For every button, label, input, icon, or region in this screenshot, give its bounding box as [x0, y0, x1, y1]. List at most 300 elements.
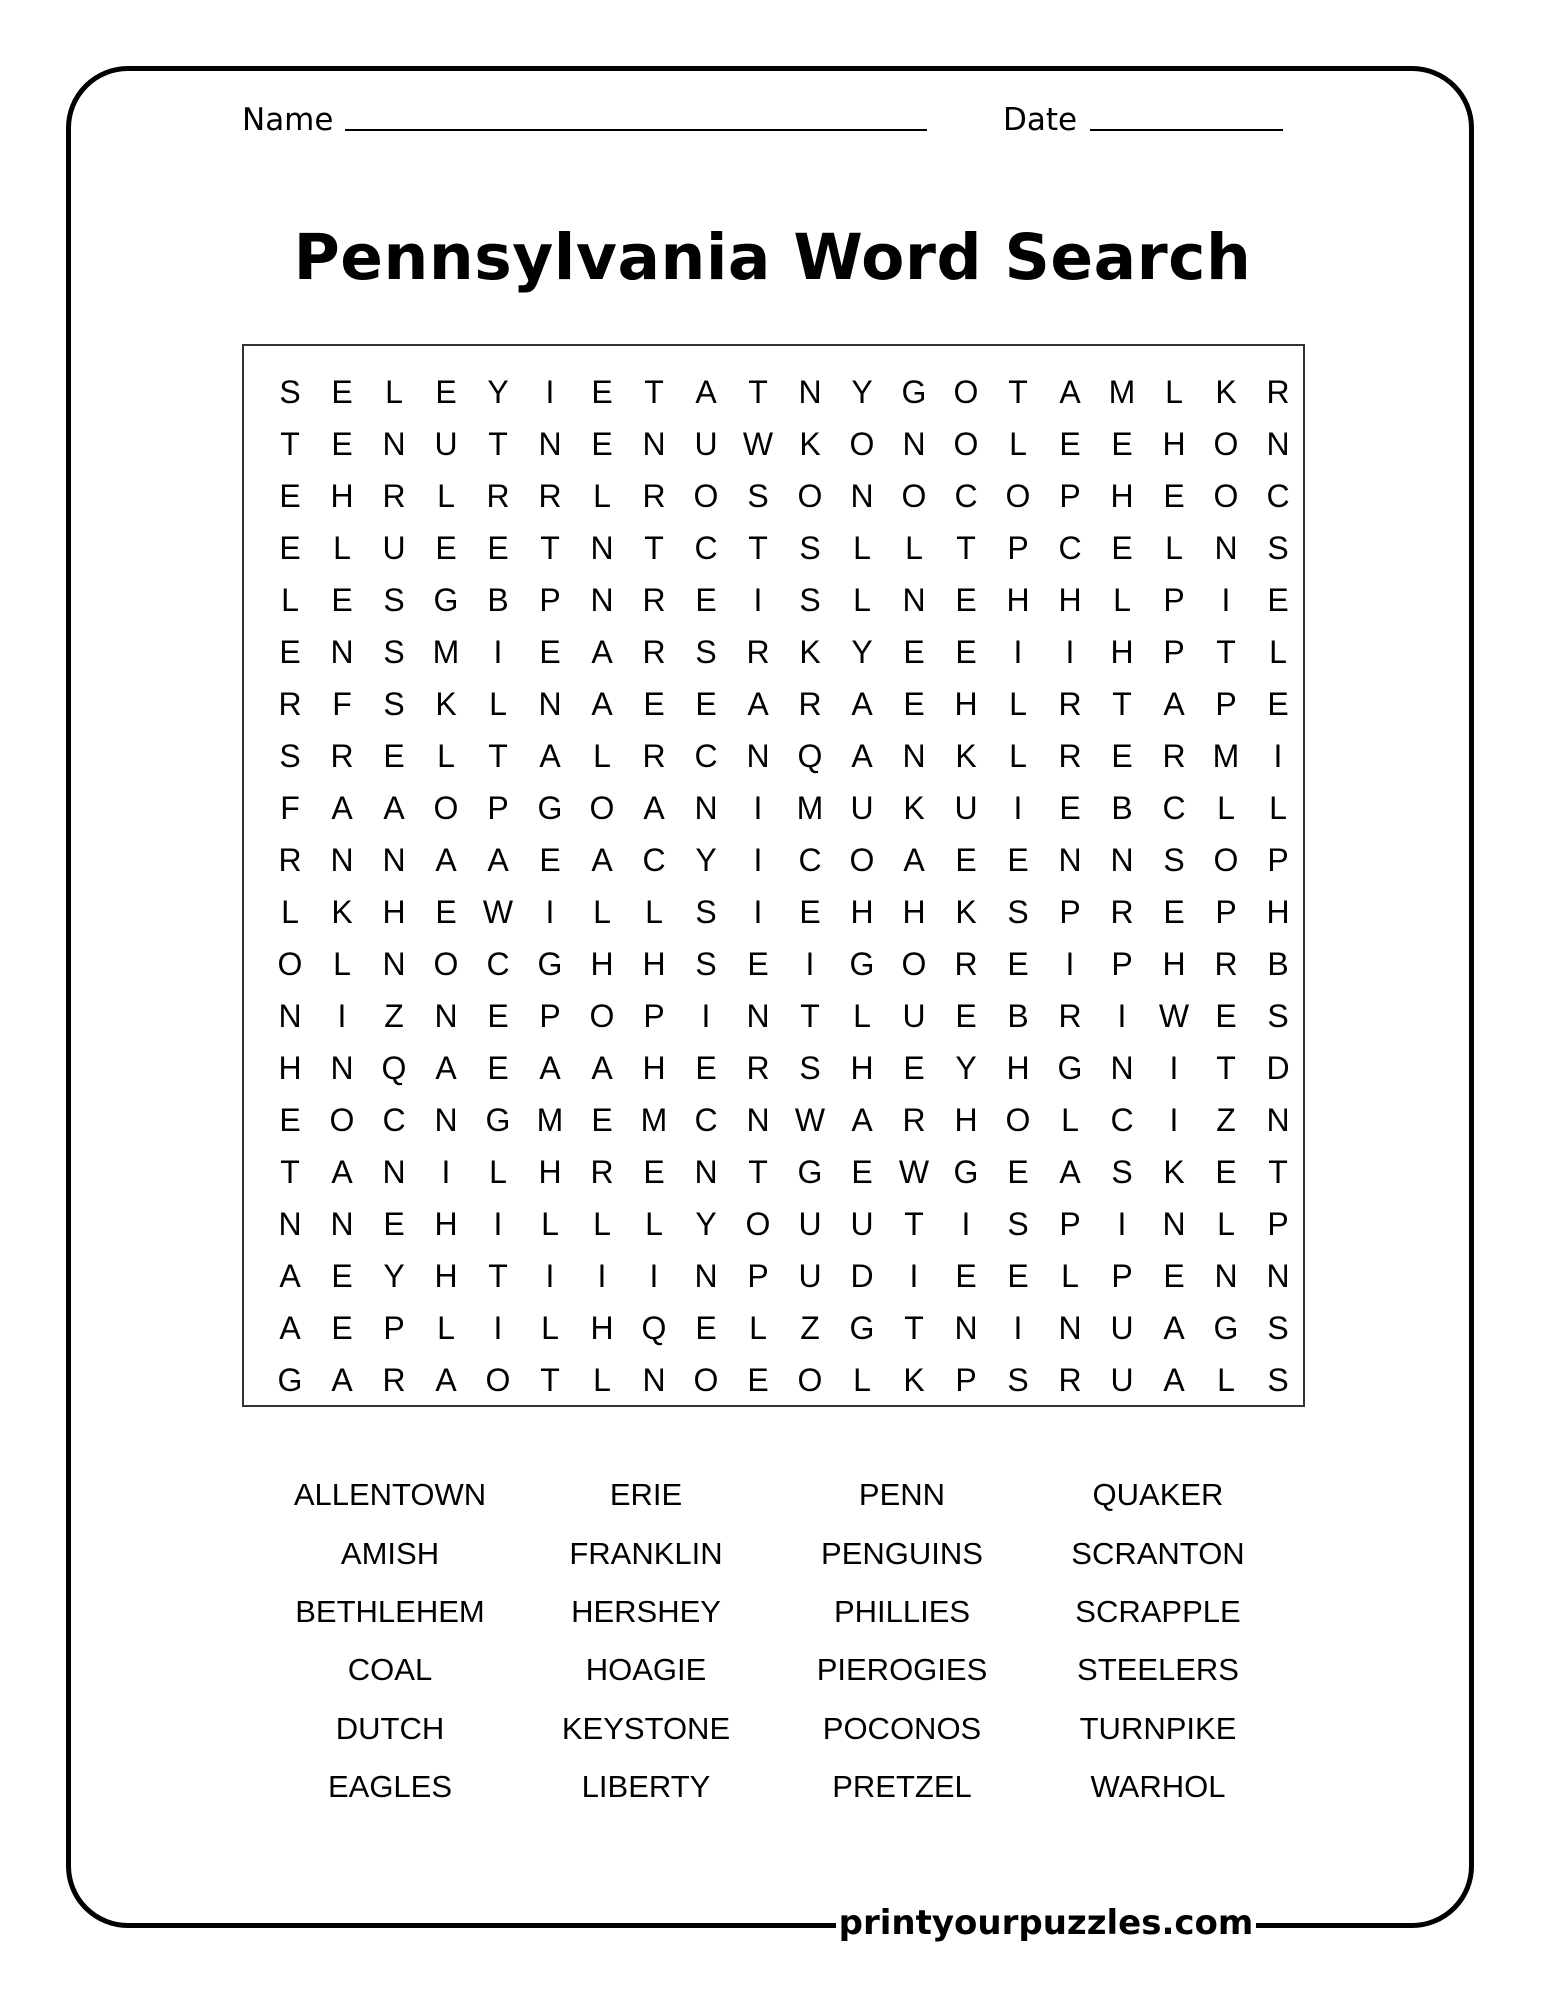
grid-cell[interactable]: I	[493, 1205, 503, 1242]
grid-cell[interactable]: A	[279, 1309, 301, 1346]
grid-cell[interactable]: P	[1267, 841, 1289, 878]
grid-cell[interactable]: M	[1212, 737, 1240, 774]
grid-cell[interactable]: P	[539, 581, 561, 618]
grid-cell[interactable]: R	[330, 737, 354, 774]
grid-cell[interactable]: A	[1163, 1361, 1185, 1398]
grid-cell[interactable]: E	[331, 425, 353, 462]
grid-cell[interactable]: P	[747, 1257, 769, 1294]
grid-cell[interactable]: T	[280, 425, 300, 462]
grid-cell[interactable]: I	[1169, 1049, 1179, 1086]
grid-cell[interactable]: L	[593, 477, 611, 514]
grid-cell[interactable]: T	[540, 1361, 560, 1398]
grid-cell[interactable]: A	[747, 685, 769, 722]
grid-cell[interactable]: L	[437, 477, 455, 514]
grid-cell[interactable]: A	[487, 841, 509, 878]
grid-cell[interactable]: L	[333, 529, 351, 566]
grid-cell[interactable]: I	[493, 633, 503, 670]
grid-cell[interactable]: N	[1266, 1257, 1290, 1294]
grid-cell[interactable]: P	[1059, 893, 1081, 930]
grid-cell[interactable]: Z	[800, 1309, 820, 1346]
grid-cell[interactable]: E	[1111, 529, 1133, 566]
grid-cell[interactable]: T	[904, 1205, 924, 1242]
grid-cell[interactable]: A	[695, 373, 717, 410]
grid-cell[interactable]: R	[902, 1101, 926, 1138]
grid-cell[interactable]: R	[1266, 373, 1290, 410]
grid-cell[interactable]: L	[853, 529, 871, 566]
grid-cell[interactable]: P	[955, 1361, 977, 1398]
grid-cell[interactable]: R	[278, 841, 302, 878]
grid-cell[interactable]: L	[645, 893, 663, 930]
grid-cell[interactable]: D	[850, 1257, 874, 1294]
grid-cell[interactable]: R	[642, 581, 666, 618]
grid-cell[interactable]: A	[643, 789, 665, 826]
grid-cell[interactable]: N	[1214, 529, 1238, 566]
grid-cell[interactable]: C	[694, 737, 718, 774]
grid-cell[interactable]: H	[1006, 581, 1030, 618]
grid-cell[interactable]: L	[385, 373, 403, 410]
grid-cell[interactable]: E	[1163, 1257, 1185, 1294]
grid-cell[interactable]: N	[538, 685, 562, 722]
grid-cell[interactable]: T	[644, 529, 664, 566]
grid-cell[interactable]: I	[1273, 737, 1283, 774]
grid-cell[interactable]: I	[441, 1153, 451, 1190]
grid-cell[interactable]: S	[1267, 1361, 1289, 1398]
grid-cell[interactable]: A	[1163, 1309, 1185, 1346]
grid-cell[interactable]: H	[382, 893, 406, 930]
grid-cell[interactable]: T	[800, 997, 820, 1034]
grid-cell[interactable]: O	[485, 1361, 511, 1398]
grid-cell[interactable]: E	[747, 1361, 769, 1398]
grid-cell[interactable]: G	[953, 1153, 979, 1190]
grid-cell[interactable]: L	[1009, 425, 1027, 462]
grid-cell[interactable]: I	[1065, 945, 1075, 982]
grid-cell[interactable]: H	[278, 1049, 302, 1086]
grid-cell[interactable]: L	[1009, 737, 1027, 774]
grid-cell[interactable]: O	[1005, 1101, 1031, 1138]
grid-cell[interactable]: G	[537, 945, 563, 982]
grid-cell[interactable]: U	[850, 789, 874, 826]
grid-cell[interactable]: W	[742, 425, 774, 462]
grid-cell[interactable]: N	[278, 1205, 302, 1242]
grid-cell[interactable]: H	[590, 1309, 614, 1346]
grid-cell[interactable]: I	[545, 373, 555, 410]
grid-cell[interactable]: I	[753, 893, 763, 930]
grid-cell[interactable]: R	[746, 1049, 770, 1086]
grid-cell[interactable]: T	[748, 373, 768, 410]
grid-cell[interactable]: L	[593, 737, 611, 774]
grid-cell[interactable]: R	[642, 633, 666, 670]
grid-cell[interactable]: N	[694, 789, 718, 826]
grid-cell[interactable]: N	[330, 633, 354, 670]
grid-cell[interactable]: P	[539, 997, 561, 1034]
grid-cell[interactable]: G	[901, 373, 927, 410]
grid-cell[interactable]: I	[753, 789, 763, 826]
grid-cell[interactable]: I	[597, 1257, 607, 1294]
grid-cell[interactable]: K	[955, 737, 977, 774]
grid-cell[interactable]: T	[644, 373, 664, 410]
grid-cell[interactable]: E	[643, 685, 665, 722]
grid-cell[interactable]: W	[898, 1153, 930, 1190]
grid-cell[interactable]: Y	[955, 1049, 977, 1086]
grid-cell[interactable]: I	[701, 997, 711, 1034]
grid-cell[interactable]: N	[798, 373, 822, 410]
grid-cell[interactable]: N	[1058, 841, 1082, 878]
grid-cell[interactable]: N	[382, 425, 406, 462]
grid-cell[interactable]: U	[434, 425, 458, 462]
grid-cell[interactable]: C	[1058, 529, 1082, 566]
grid-cell[interactable]: E	[1215, 1153, 1237, 1190]
grid-cell[interactable]: I	[753, 841, 763, 878]
grid-cell[interactable]: H	[1110, 477, 1134, 514]
grid-cell[interactable]: E	[1163, 893, 1185, 930]
grid-cell[interactable]: S	[799, 581, 821, 618]
grid-cell[interactable]: N	[902, 581, 926, 618]
grid-cell[interactable]: O	[433, 789, 459, 826]
grid-cell[interactable]: O	[797, 477, 823, 514]
grid-cell[interactable]: P	[1111, 945, 1133, 982]
grid-cell[interactable]: L	[1113, 581, 1131, 618]
grid-cell[interactable]: A	[591, 685, 613, 722]
grid-cell[interactable]: C	[798, 841, 822, 878]
grid-cell[interactable]: E	[695, 581, 717, 618]
grid-cell[interactable]: I	[1065, 633, 1075, 670]
grid-cell[interactable]: A	[435, 1049, 457, 1086]
grid-cell[interactable]: S	[799, 1049, 821, 1086]
grid-cell[interactable]: E	[955, 633, 977, 670]
grid-cell[interactable]: U	[1110, 1309, 1134, 1346]
grid-cell[interactable]: R	[1110, 893, 1134, 930]
grid-cell[interactable]: T	[1112, 685, 1132, 722]
grid-cell[interactable]: R	[1058, 685, 1082, 722]
grid-cell[interactable]: E	[695, 1309, 717, 1346]
grid-cell[interactable]: L	[489, 685, 507, 722]
grid-cell[interactable]: S	[1111, 1153, 1133, 1190]
grid-cell[interactable]: P	[1215, 685, 1237, 722]
grid-cell[interactable]: L	[489, 1153, 507, 1190]
grid-cell[interactable]: N	[434, 1101, 458, 1138]
grid-cell[interactable]: O	[1213, 477, 1239, 514]
grid-cell[interactable]: S	[383, 685, 405, 722]
grid-cell[interactable]: P	[1215, 893, 1237, 930]
grid-cell[interactable]: K	[331, 893, 353, 930]
grid-cell[interactable]: Y	[695, 841, 717, 878]
grid-cell[interactable]: B	[1267, 945, 1289, 982]
grid-cell[interactable]: H	[330, 477, 354, 514]
grid-cell[interactable]: T	[748, 529, 768, 566]
grid-cell[interactable]: R	[746, 633, 770, 670]
grid-cell[interactable]: E	[331, 1257, 353, 1294]
grid-cell[interactable]: A	[331, 789, 353, 826]
grid-cell[interactable]: R	[278, 685, 302, 722]
grid-cell[interactable]: K	[1215, 373, 1237, 410]
grid-cell[interactable]: O	[849, 841, 875, 878]
grid-cell[interactable]: H	[954, 1101, 978, 1138]
grid-cell[interactable]: N	[590, 529, 614, 566]
grid-cell[interactable]: R	[1058, 997, 1082, 1034]
grid-cell[interactable]: S	[1267, 997, 1289, 1034]
grid-cell[interactable]: N	[642, 1361, 666, 1398]
grid-cell[interactable]: U	[1110, 1361, 1134, 1398]
grid-cell[interactable]: I	[1221, 581, 1231, 618]
grid-cell[interactable]: L	[593, 1205, 611, 1242]
grid-cell[interactable]: O	[693, 477, 719, 514]
grid-cell[interactable]: Y	[487, 373, 509, 410]
grid-cell[interactable]: T	[488, 737, 508, 774]
grid-cell[interactable]: E	[903, 1049, 925, 1086]
grid-cell[interactable]: Y	[695, 1205, 717, 1242]
grid-cell[interactable]: H	[1162, 945, 1186, 982]
grid-cell[interactable]: E	[903, 685, 925, 722]
grid-cell[interactable]: I	[1013, 789, 1023, 826]
grid-cell[interactable]: H	[902, 893, 926, 930]
grid-cell[interactable]: N	[694, 1153, 718, 1190]
grid-cell[interactable]: O	[693, 1361, 719, 1398]
grid-cell[interactable]: S	[279, 373, 301, 410]
grid-cell[interactable]: A	[435, 1361, 457, 1398]
grid-cell[interactable]: R	[382, 477, 406, 514]
grid-cell[interactable]: S	[383, 581, 405, 618]
grid-cell[interactable]: N	[902, 425, 926, 462]
grid-cell[interactable]: A	[1059, 373, 1081, 410]
grid-cell[interactable]: G	[277, 1361, 303, 1398]
grid-cell[interactable]: R	[798, 685, 822, 722]
grid-cell[interactable]: I	[545, 1257, 555, 1294]
grid-cell[interactable]: O	[589, 789, 615, 826]
grid-cell[interactable]: S	[1267, 1309, 1289, 1346]
grid-cell[interactable]: S	[747, 477, 769, 514]
grid-cell[interactable]: I	[493, 1309, 503, 1346]
grid-cell[interactable]: Y	[383, 1257, 405, 1294]
grid-cell[interactable]: T	[540, 529, 560, 566]
grid-cell[interactable]: C	[486, 945, 510, 982]
grid-cell[interactable]: S	[1163, 841, 1185, 878]
grid-cell[interactable]: E	[539, 841, 561, 878]
grid-cell[interactable]: N	[1214, 1257, 1238, 1294]
grid-cell[interactable]: L	[1217, 789, 1235, 826]
grid-cell[interactable]: M	[432, 633, 460, 670]
grid-cell[interactable]: U	[902, 997, 926, 1034]
grid-cell[interactable]: L	[1165, 529, 1183, 566]
grid-cell[interactable]: N	[1162, 1205, 1186, 1242]
grid-cell[interactable]: T	[748, 1153, 768, 1190]
grid-cell[interactable]: U	[798, 1257, 822, 1294]
grid-cell[interactable]: A	[331, 1361, 353, 1398]
grid-cell[interactable]: S	[1007, 1361, 1029, 1398]
grid-cell[interactable]: R	[642, 737, 666, 774]
grid-cell[interactable]: L	[749, 1309, 767, 1346]
grid-cell[interactable]: P	[1007, 529, 1029, 566]
grid-cell[interactable]: C	[694, 1101, 718, 1138]
grid-cell[interactable]: S	[279, 737, 301, 774]
grid-cell[interactable]: U	[382, 529, 406, 566]
grid-cell[interactable]: N	[590, 581, 614, 618]
grid-cell[interactable]: L	[437, 1309, 455, 1346]
grid-cell[interactable]: C	[1266, 477, 1290, 514]
grid-cell[interactable]: L	[905, 529, 923, 566]
grid-cell[interactable]: E	[383, 1205, 405, 1242]
grid-cell[interactable]: E	[435, 893, 457, 930]
grid-cell[interactable]: H	[1266, 893, 1290, 930]
grid-cell[interactable]: C	[382, 1101, 406, 1138]
grid-cell[interactable]: I	[805, 945, 815, 982]
grid-cell[interactable]: S	[1267, 529, 1289, 566]
name-field[interactable]	[345, 129, 927, 131]
grid-cell[interactable]: I	[1013, 1309, 1023, 1346]
grid-cell[interactable]: A	[539, 1049, 561, 1086]
grid-cell[interactable]: N	[746, 997, 770, 1034]
grid-cell[interactable]: C	[954, 477, 978, 514]
grid-cell[interactable]: N	[1266, 1101, 1290, 1138]
grid-cell[interactable]: A	[435, 841, 457, 878]
grid-cell[interactable]: N	[330, 841, 354, 878]
grid-cell[interactable]: Y	[851, 373, 873, 410]
grid-cell[interactable]: U	[850, 1205, 874, 1242]
grid-cell[interactable]: R	[590, 1153, 614, 1190]
grid-cell[interactable]: N	[1110, 841, 1134, 878]
grid-cell[interactable]: L	[1165, 373, 1183, 410]
grid-cell[interactable]: P	[1267, 1205, 1289, 1242]
grid-cell[interactable]: P	[1059, 477, 1081, 514]
grid-cell[interactable]: N	[746, 737, 770, 774]
grid-cell[interactable]: R	[486, 477, 510, 514]
grid-cell[interactable]: A	[279, 1257, 301, 1294]
grid-cell[interactable]: H	[954, 685, 978, 722]
grid-cell[interactable]: O	[433, 945, 459, 982]
grid-cell[interactable]: A	[903, 841, 925, 878]
grid-cell[interactable]: N	[1110, 1049, 1134, 1086]
grid-cell[interactable]: H	[642, 1049, 666, 1086]
grid-cell[interactable]: S	[1007, 1205, 1029, 1242]
grid-cell[interactable]: T	[956, 529, 976, 566]
grid-cell[interactable]: H	[434, 1205, 458, 1242]
grid-cell[interactable]: M	[796, 789, 824, 826]
grid-cell[interactable]: E	[435, 373, 457, 410]
grid-cell[interactable]: O	[1213, 425, 1239, 462]
grid-cell[interactable]: E	[331, 373, 353, 410]
grid-cell[interactable]: A	[591, 1049, 613, 1086]
grid-cell[interactable]: C	[1110, 1101, 1134, 1138]
grid-cell[interactable]: N	[954, 1309, 978, 1346]
grid-cell[interactable]: Q	[797, 737, 823, 774]
grid-cell[interactable]: A	[539, 737, 561, 774]
grid-cell[interactable]: L	[1061, 1101, 1079, 1138]
grid-cell[interactable]: N	[382, 841, 406, 878]
grid-cell[interactable]: L	[541, 1309, 559, 1346]
grid-cell[interactable]: E	[799, 893, 821, 930]
grid-cell[interactable]: P	[383, 1309, 405, 1346]
grid-cell[interactable]: O	[901, 945, 927, 982]
grid-cell[interactable]: T	[1268, 1153, 1288, 1190]
grid-cell[interactable]: C	[694, 529, 718, 566]
grid-cell[interactable]: E	[279, 1101, 301, 1138]
grid-cell[interactable]: I	[649, 1257, 659, 1294]
grid-cell[interactable]: H	[1006, 1049, 1030, 1086]
grid-cell[interactable]: Z	[384, 997, 404, 1034]
grid-cell[interactable]: O	[953, 425, 979, 462]
grid-cell[interactable]: O	[589, 997, 615, 1034]
grid-cell[interactable]: B	[1007, 997, 1029, 1034]
grid-cell[interactable]: A	[591, 841, 613, 878]
grid-cell[interactable]: H	[1110, 633, 1134, 670]
grid-cell[interactable]: K	[1163, 1153, 1185, 1190]
grid-cell[interactable]: E	[1007, 1257, 1029, 1294]
grid-cell[interactable]: N	[382, 945, 406, 982]
grid-cell[interactable]: G	[849, 945, 875, 982]
grid-cell[interactable]: E	[955, 581, 977, 618]
grid-cell[interactable]: N	[694, 1257, 718, 1294]
grid-cell[interactable]: N	[278, 997, 302, 1034]
grid-cell[interactable]: E	[279, 477, 301, 514]
grid-cell[interactable]: E	[435, 529, 457, 566]
grid-cell[interactable]: A	[383, 789, 405, 826]
grid-cell[interactable]: L	[1269, 789, 1287, 826]
grid-cell[interactable]: E	[1111, 425, 1133, 462]
grid-cell[interactable]: S	[799, 529, 821, 566]
grid-cell[interactable]: I	[961, 1205, 971, 1242]
grid-cell[interactable]: I	[545, 893, 555, 930]
grid-cell[interactable]: L	[437, 737, 455, 774]
grid-cell[interactable]: F	[332, 685, 352, 722]
grid-cell[interactable]: H	[850, 893, 874, 930]
grid-cell[interactable]: E	[331, 1309, 353, 1346]
grid-cell[interactable]: E	[1111, 737, 1133, 774]
grid-cell[interactable]: H	[1058, 581, 1082, 618]
grid-cell[interactable]: H	[1162, 425, 1186, 462]
grid-cell[interactable]: R	[1058, 1361, 1082, 1398]
grid-cell[interactable]: A	[591, 633, 613, 670]
grid-cell[interactable]: K	[799, 425, 821, 462]
grid-cell[interactable]: G	[433, 581, 459, 618]
grid-cell[interactable]: S	[383, 633, 405, 670]
grid-cell[interactable]: P	[1163, 633, 1185, 670]
grid-cell[interactable]: T	[1008, 373, 1028, 410]
grid-cell[interactable]: Q	[381, 1049, 407, 1086]
grid-cell[interactable]: L	[593, 893, 611, 930]
grid-cell[interactable]: I	[1117, 997, 1127, 1034]
grid-cell[interactable]: E	[1215, 997, 1237, 1034]
grid-cell[interactable]: R	[1214, 945, 1238, 982]
grid-cell[interactable]: D	[1266, 1049, 1290, 1086]
grid-cell[interactable]: E	[279, 633, 301, 670]
grid-cell[interactable]: O	[849, 425, 875, 462]
grid-cell[interactable]: I	[909, 1257, 919, 1294]
grid-cell[interactable]: E	[851, 1153, 873, 1190]
grid-cell[interactable]: L	[645, 1205, 663, 1242]
grid-cell[interactable]: I	[337, 997, 347, 1034]
grid-cell[interactable]: G	[485, 1101, 511, 1138]
grid-cell[interactable]: B	[1111, 789, 1133, 826]
grid-cell[interactable]: T	[488, 425, 508, 462]
grid-cell[interactable]: E	[331, 581, 353, 618]
grid-cell[interactable]: H	[642, 945, 666, 982]
grid-cell[interactable]: A	[1163, 685, 1185, 722]
grid-cell[interactable]: R	[382, 1361, 406, 1398]
grid-cell[interactable]: S	[1007, 893, 1029, 930]
grid-cell[interactable]: O	[953, 373, 979, 410]
grid-cell[interactable]: W	[482, 893, 514, 930]
grid-cell[interactable]: W	[794, 1101, 826, 1138]
grid-cell[interactable]: E	[1007, 945, 1029, 982]
grid-cell[interactable]: A	[331, 1153, 353, 1190]
grid-cell[interactable]: N	[902, 737, 926, 774]
grid-cell[interactable]: E	[643, 1153, 665, 1190]
grid-cell[interactable]: E	[1059, 789, 1081, 826]
grid-cell[interactable]: A	[851, 737, 873, 774]
grid-cell[interactable]: Q	[641, 1309, 667, 1346]
grid-cell[interactable]: H	[538, 1153, 562, 1190]
grid-cell[interactable]: E	[747, 945, 769, 982]
grid-cell[interactable]: O	[1005, 477, 1031, 514]
